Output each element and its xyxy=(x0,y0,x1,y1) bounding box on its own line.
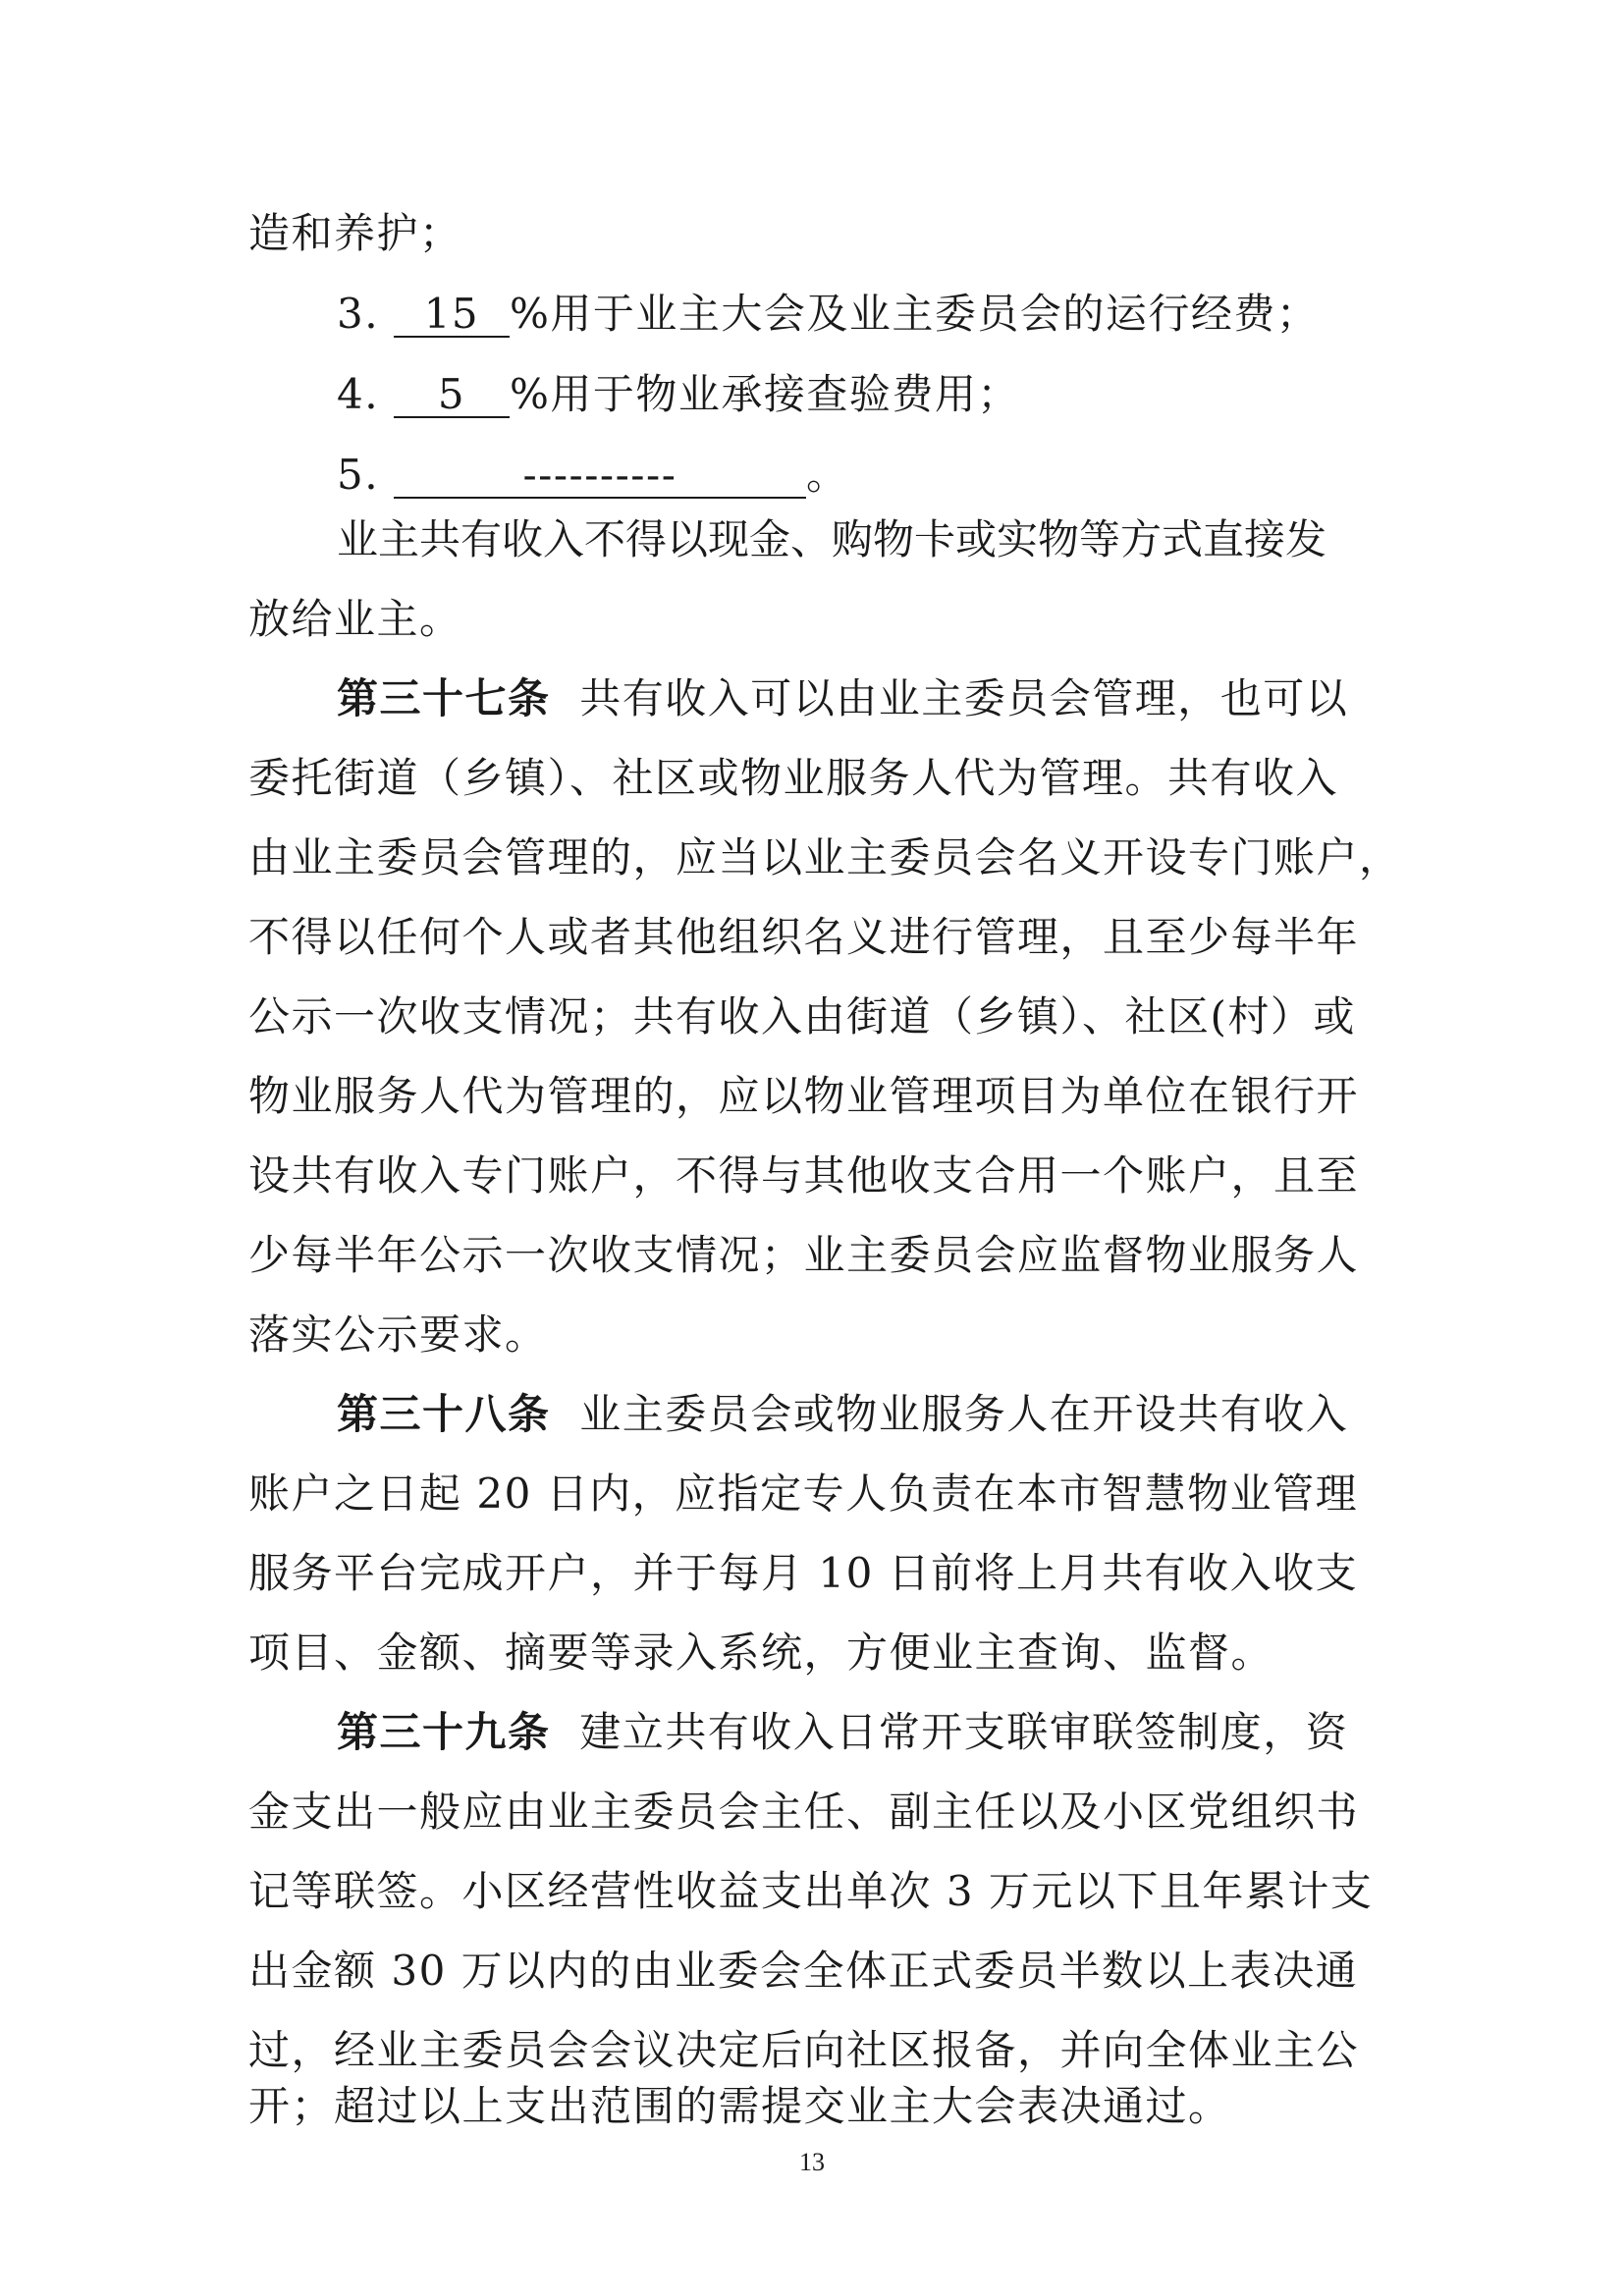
item-continued-line: 造和养护； xyxy=(248,209,462,257)
paragraph-line: 业主共有收入不得以现金、购物卡或实物等方式直接发 xyxy=(337,515,1327,563)
paragraph-line: 账户之日起 20 日内，应指定专人负责在本市智慧物业管理 xyxy=(248,1469,1359,1518)
paragraph-line: 金支出一般应由业主委员会主任、副主任以及小区党组织书 xyxy=(248,1788,1360,1836)
paragraph-line: 记等联签。小区经营性收益支出单次 3 万元以下且年累计支 xyxy=(248,1867,1374,1915)
fill-blank-value: 5 xyxy=(394,373,510,418)
list-item-number: 5. xyxy=(337,451,380,499)
list-item-number: 3. xyxy=(337,290,380,338)
page-number: 13 xyxy=(799,2148,825,2176)
article-39-first-line: 第三十九条 建立共有收入日常开支联审联签制度，资 xyxy=(337,1708,1349,1756)
paragraph-line: 落实公示要求。 xyxy=(248,1310,548,1359)
list-item-number: 4. xyxy=(337,370,380,418)
fill-blank-value: 15 xyxy=(394,293,510,338)
paragraph-line: 物业服务人代为管理的，应以物业管理项目为单位在银行开 xyxy=(248,1072,1360,1120)
paragraph-line: 服务平台完成开户，并于每月 10 日前将上月共有收入收支 xyxy=(248,1549,1359,1597)
article-38-first-line: 第三十八条 业主委员会或物业服务人在开设共有收入 xyxy=(337,1390,1349,1438)
article-title: 第三十七条 xyxy=(337,674,551,722)
paragraph-line: 委托街道（乡镇）、社区或物业服务人代为管理。共有收入 xyxy=(248,754,1339,802)
paragraph-line: 项目、金额、摘要等录入系统，方便业主查询、监督。 xyxy=(248,1629,1274,1677)
paragraph-line: 不得以任何个人或者其他组织名义进行管理，且至少每半年 xyxy=(248,913,1360,961)
article-title: 第三十九条 xyxy=(337,1708,551,1756)
paragraph-line: 过，经业主委员会会议决定后向社区报备，并向全体业主公 xyxy=(248,2026,1360,2074)
paragraph-line: 出金额 30 万以内的由业委会全体正式委员半数以上表决通 xyxy=(248,1947,1359,1995)
paragraph-line: 设共有收入专门账户，不得与其他收支合用一个账户，且至 xyxy=(248,1151,1360,1200)
list-item-3 xyxy=(337,289,1319,340)
paragraph-line: 开；超过以上支出范围的需提交业主大会表决通过。 xyxy=(248,2082,1231,2130)
list-item-text: %用于业主大会及业主委员会的运行经费； xyxy=(509,290,1320,338)
article-title: 第三十八条 xyxy=(337,1390,551,1438)
article-37-first-line: 第三十七条 共有收入可以由业主委员会管理，也可以 xyxy=(337,674,1349,722)
list-item-4 xyxy=(337,369,1020,420)
list-item-text: %用于物业承接查验费用； xyxy=(509,370,1020,418)
paragraph-line: 由业主委员会管理的，应当以业主委员会名义开设专门账户， xyxy=(248,833,1402,881)
paragraph-line: 公示一次收支情况；共有收入由街道（乡镇）、社区(村）或 xyxy=(248,992,1356,1041)
fill-blank-value: ---------- xyxy=(394,454,806,499)
paragraph-line: 放给业主。 xyxy=(248,595,462,643)
paragraph-line: 少每半年公示一次收支情况；业主委员会应监督物业服务人 xyxy=(248,1231,1360,1279)
list-item-5: 5. ---------- 。 xyxy=(337,451,849,499)
